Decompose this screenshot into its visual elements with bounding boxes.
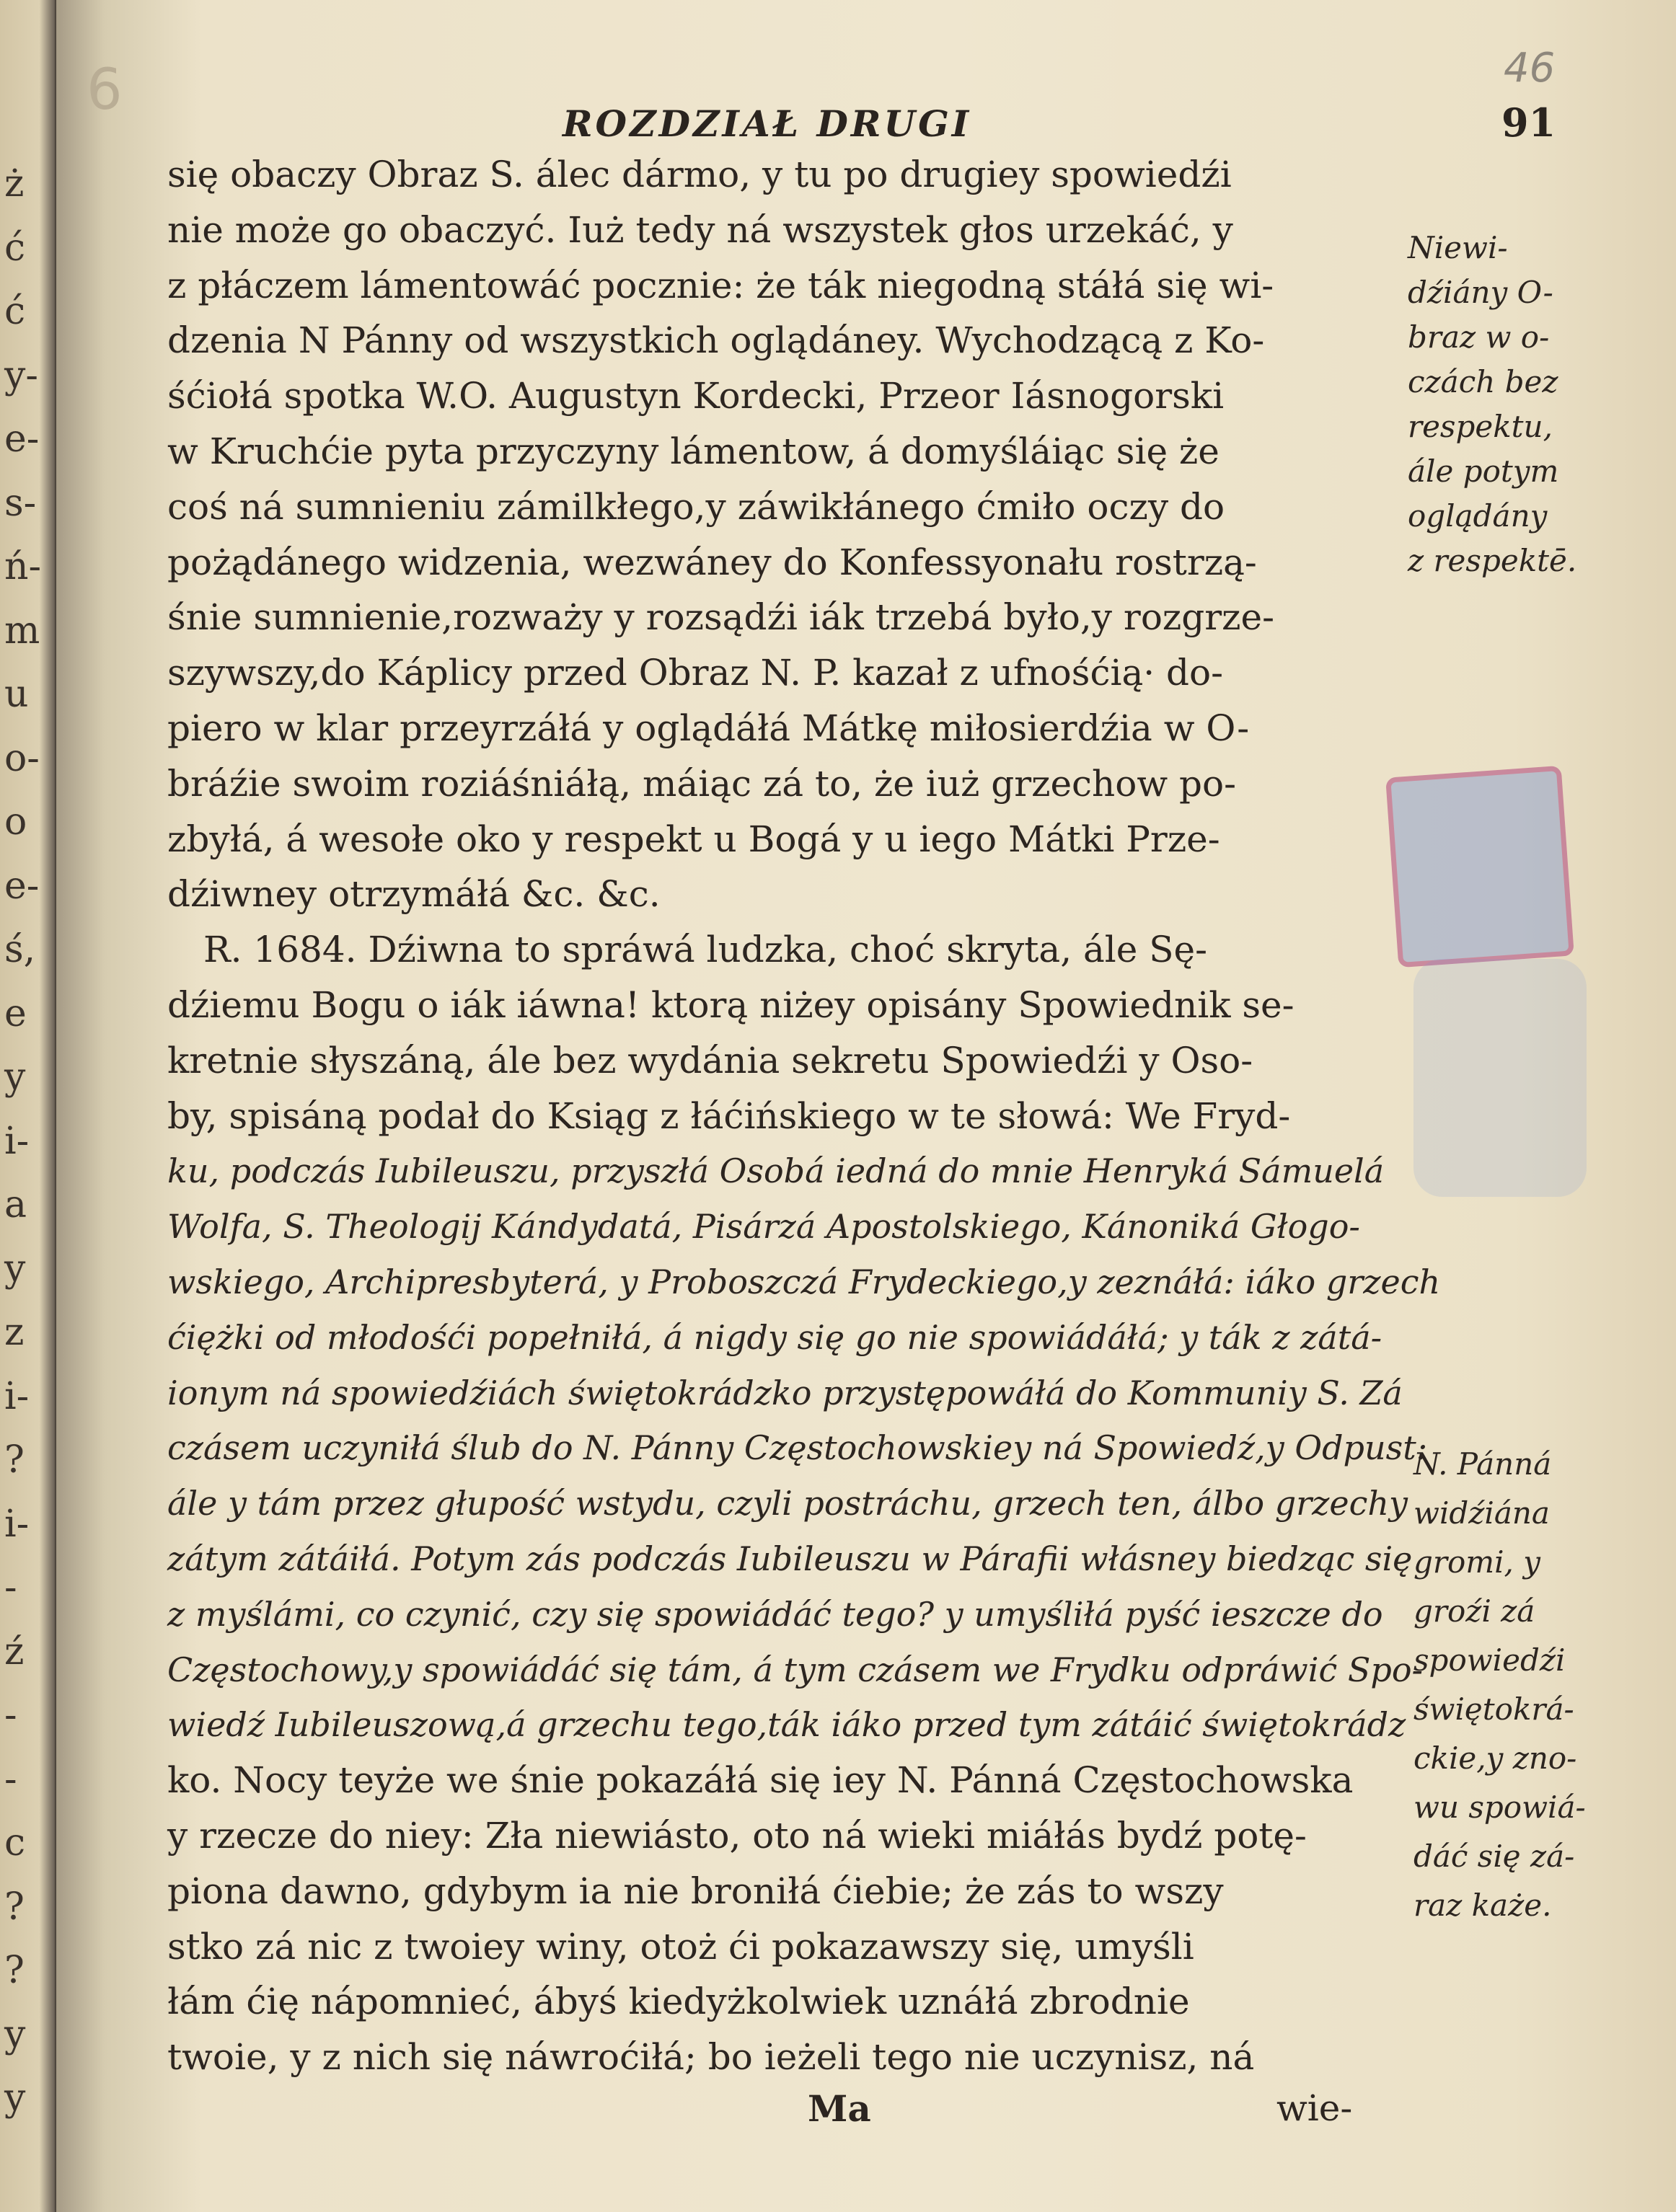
margin-note-line: ckie,y zno- (1413, 1740, 1577, 1776)
margin-note-line: ále potym (1408, 454, 1559, 489)
edge-letter: a (4, 1183, 27, 1226)
running-head: ROZDZIAŁ DRUGI (563, 102, 972, 145)
edge-letter: i- (4, 1502, 30, 1546)
edge-letter: e (4, 991, 27, 1035)
margin-note-line: N. Pánná (1413, 1446, 1552, 1482)
text-line: y rzecze do niey: Zła niewiásto, oto ná wieki miáłás bydź potę- (167, 1815, 1307, 1857)
text-line: bráźie swoim roziáśniáłą, máiąc zá to, że iuż grzechow po- (167, 762, 1237, 805)
edge-letter: s- (4, 481, 37, 525)
text-line: się obaczy Obraz S. álec dármo, y tu po drugiey spowiedźi (167, 154, 1232, 195)
text-line: Wolfa, S. Theologij Kándydatá, Pisárzá Apostolskiego, Kánoniká Głogo- (167, 1207, 1360, 1247)
text-line: twoie, y z nich się náwroćiłá; bo ieżeli tego nie uczynisz, ná (167, 2036, 1255, 2079)
text-line: z płáczem lámentowáć pocznie: że ták niegodną stáłá się wi- (167, 264, 1274, 306)
text-line: kretnie słyszáną, ále bez wydánia sekretu Spowiedźi y Oso- (167, 1039, 1253, 1081)
text-line: piona dawno, gdybym ia nie broniłá ćiebie; że zás to wszy (167, 1870, 1224, 1912)
faint-ink-smudge (1413, 959, 1587, 1197)
text-line: wskiego, Archipresbyterá, y Proboszczá Frydeckiego,y zeznáłá: iáko grzech (167, 1262, 1441, 1301)
text-line: w Kruchćie pyta przyczyny lámentow, á domyśláiąc się że (167, 430, 1219, 472)
blue-ink-stain (1385, 766, 1574, 968)
text-line: dźiwney otrzymáłá &c. &c. (167, 873, 661, 916)
text-line: z myślámi, co czynić, czy się spowiádáć tego? y umyśliłá pyść ieszcze do (167, 1594, 1383, 1634)
edge-letter: m (4, 609, 40, 652)
edge-letter: ź (4, 1629, 25, 1673)
edge-letter: c (4, 1821, 26, 1864)
text-line: dźiemu Bogu o iák iáwna! ktorą niżey opisány Spowiednik se- (167, 984, 1295, 1026)
text-line: ále y tám przez głupość wstydu, czyli postráchu, grzech ten, álbo grzechy (167, 1484, 1408, 1523)
text-line: ku, podczás Iubileuszu, przyszłá Osobá iedná do mnie Henryká Sámuelá (167, 1151, 1385, 1191)
text-line: ionym ná spowiedźiách świętokrádzko przystępowáłá do Kommuniy S. Zá (167, 1373, 1403, 1412)
text-line: stko zá nic z twoiey winy, otoż ći pokazawszy się, umyśli (167, 1925, 1194, 1968)
edge-letter: i- (4, 1119, 30, 1163)
margin-note-line: braz w o- (1408, 319, 1550, 355)
edge-letter: - (4, 1566, 17, 1609)
text-line: R. 1684. Dźiwna to spráwá ludzka, choć skryta, ále Sę- (203, 929, 1208, 971)
text-line: zbyłá, á wesołe oko y respekt u Bogá y u iego Mátki Prze- (167, 818, 1220, 860)
text-line: śnie sumnienie,rozważy y rozsądźi iák trzebá było,y rozgrze- (167, 596, 1275, 639)
text-line: śćiołá spotka W.O. Augustyn Kordecki, Przeor Iásnogorski (167, 375, 1225, 417)
edge-letter: y- (4, 353, 38, 397)
margin-note-line: dźiány O- (1408, 275, 1553, 310)
pencil-page-number: 46 (1504, 45, 1556, 92)
catchword-left: Ma (808, 2087, 871, 2130)
edge-letter: y (4, 1247, 26, 1291)
edge-letter: y (4, 1056, 26, 1099)
text-line: wiedź Iubileuszową,á grzechu tego,ták iáko przed tym zátáić świętokrádz (167, 1705, 1406, 1745)
text-line: szywszy,do Káplicy przed Obraz N. P. kazał z ufnośćią· do- (167, 652, 1224, 694)
text-line: nie może go obaczyć. Iuż tedy ná wszystek głos urzekáć, y (167, 208, 1233, 251)
page-number: 91 (1501, 99, 1556, 146)
left-page-edge (0, 0, 56, 2212)
text-line: pożądánego widzenia, wezwáney do Konfessyonału rostrzą- (167, 541, 1257, 583)
edge-letter: ż (4, 162, 25, 205)
edge-letter: ć (4, 290, 26, 333)
edge-letter: ? (4, 1949, 25, 1992)
text-line: zátym zátáiłá. Potym zás podczás Iubileuszu w Párafii włásney biedząc się (167, 1539, 1413, 1578)
edge-letter: y (4, 2076, 26, 2120)
margin-note-line: czách bez (1408, 364, 1558, 399)
margin-note-line: widźiána (1413, 1495, 1550, 1531)
edge-letter: e- (4, 417, 40, 461)
edge-letter: ć (4, 226, 26, 270)
margin-note-line: raz każe. (1413, 1888, 1552, 1923)
margin-note-line: świętokrá- (1413, 1691, 1574, 1727)
edge-letter: e- (4, 864, 40, 908)
catchword-right: wie- (1276, 2087, 1353, 2129)
text-line: dzenia N Pánny od wszystkich oglądáney. Wychodzącą z Ko- (167, 319, 1265, 362)
edge-letter: ? (4, 1438, 25, 1482)
edge-letter: o- (4, 736, 40, 780)
text-line: łám ćię nápomnieć, ábyś kiedyżkolwiek uznáłá zbrodnie (167, 1981, 1190, 2023)
margin-note-line: groźi zá (1413, 1593, 1535, 1629)
margin-note-line: dáć się zá- (1413, 1839, 1575, 1874)
text-line: ko. Nocy teyże we śnie pokazáłá się iey N. Pánná Częstochowska (167, 1759, 1354, 1802)
edge-letter: - (4, 1694, 17, 1737)
margin-note-line: wu spowiá- (1413, 1789, 1586, 1825)
margin-note-line: respektu, (1408, 409, 1553, 444)
edge-letter: ? (4, 1885, 25, 1929)
margin-note-line: oglądány (1408, 498, 1548, 534)
margin-note-line: z respektē. (1408, 543, 1577, 578)
text-line: Częstochowy,y spowiádáć się tám, á tym czásem we Frydku odpráwić Spo- (167, 1650, 1424, 1689)
margin-note-line: spowiedźi (1413, 1642, 1566, 1678)
margin-note-line: gromi, y (1413, 1544, 1540, 1580)
margin-note-line: Niewi- (1408, 230, 1508, 265)
edge-letter: z (4, 1311, 25, 1354)
edge-letter: i- (4, 1374, 30, 1418)
folio-mark: 6 (87, 58, 123, 123)
edge-letter: ń- (4, 545, 42, 588)
text-line: by, spisáną podał do Ksiąg z łáćińskiego w te słowá: We Fryd- (167, 1094, 1291, 1137)
edge-letter: o (4, 800, 27, 844)
text-line: czásem uczyniłá ślub do N. Pánny Częstochowskiey ná Spowiedź,y Odpust: (167, 1428, 1428, 1468)
text-line: piero w klar przeyrzáłá y oglądáłá Mátkę miłosierdźia w O- (167, 707, 1250, 749)
text-line: ćiężki od młodośći popełniłá, á nigdy się go nie spowiádáłá; y ták z zátá- (167, 1317, 1382, 1357)
edge-letter: u (4, 673, 29, 716)
edge-letter: ś, (4, 928, 36, 971)
edge-letter: - (4, 1757, 17, 1801)
edge-letter: y (4, 2012, 26, 2056)
text-line: coś ná sumnieniu zámilkłego,y záwikłánego ćmiło oczy do (167, 485, 1225, 528)
